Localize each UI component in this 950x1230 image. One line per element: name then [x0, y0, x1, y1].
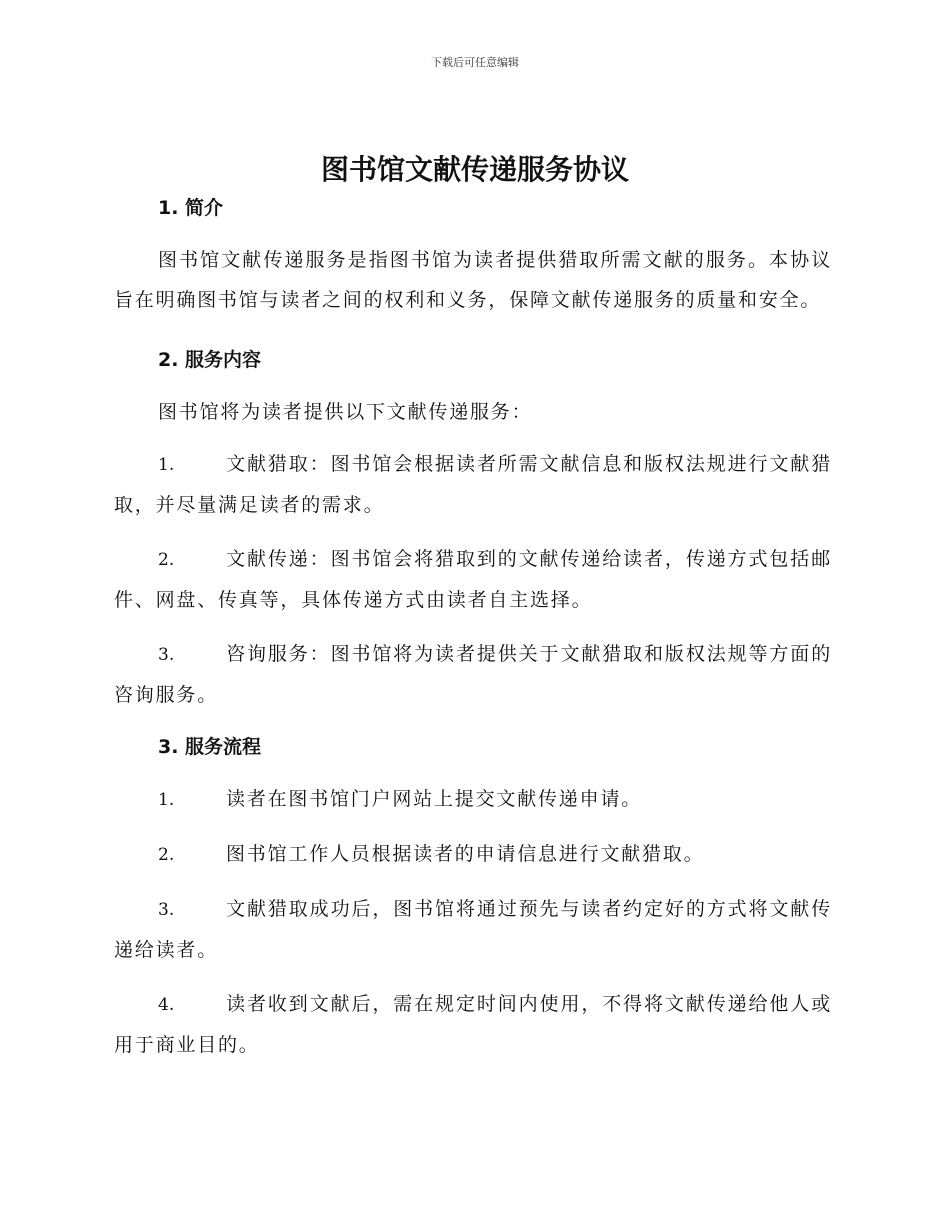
- section-paragraph: 图书馆将为读者提供以下文献传递服务：: [158, 401, 533, 423]
- list-item-text: 读者在图书馆门户网站上提交文献传递申请。: [226, 788, 643, 810]
- list-item-text: 文献传递：图书馆会将猎取到的文献传递给读者，传递方式包括邮件、网盘、传真等，具体传递方式由读者自主选择。: [114, 548, 832, 611]
- list-item: [114, 984, 832, 1065]
- section-paragraph: 图书馆文献传递服务是指图书馆为读者提供猎取所需文献的服务。本协议旨在明确图书馆与读者之间的权利和义务，保障文献传递服务的质量和安全。: [114, 249, 832, 311]
- list-item: [114, 889, 832, 970]
- page-header: 下载后可任意编辑: [431, 56, 519, 69]
- list-item-text: 图书馆工作人员根据读者的申请信息进行文献猎取。: [226, 843, 705, 865]
- list-item-text: 文献猎取：图书馆会根据读者所需文献信息和版权法规进行文献猎取，并尽量满足读者的需求。: [114, 453, 832, 516]
- list-item: [114, 539, 832, 620]
- list-item-text: 咨询服务：图书馆将为读者提供关于文献猎取和版权法规等方面的咨询服务。: [114, 643, 832, 706]
- list-item: [114, 834, 832, 875]
- list-item-number: 3.: [158, 645, 175, 665]
- list-item: [114, 444, 832, 525]
- list-item-number: 1.: [158, 455, 175, 475]
- list-item-number: 2.: [158, 550, 175, 570]
- list-item-number: 4.: [158, 995, 175, 1015]
- list-item-number: 2.: [158, 845, 175, 865]
- list-item-text: 读者收到文献后，需在规定时间内使用，不得将文献传递给他人或用于商业目的。: [114, 993, 832, 1056]
- section-heading: 2. 服务内容: [158, 349, 262, 371]
- document-body: [114, 190, 832, 1079]
- section-heading: 1. 简介: [158, 197, 224, 219]
- list-item-text: 文献猎取成功后，图书馆将通过预先与读者约定好的方式将文献传递给读者。: [114, 898, 832, 961]
- list-item: [114, 634, 832, 715]
- list-item-number: 3.: [158, 900, 175, 920]
- list-item: [114, 779, 832, 820]
- list-item-number: 1.: [158, 790, 175, 810]
- document-title: 图书馆文献传递服务协议: [320, 153, 629, 186]
- section-heading: 3. 服务流程: [158, 736, 262, 758]
